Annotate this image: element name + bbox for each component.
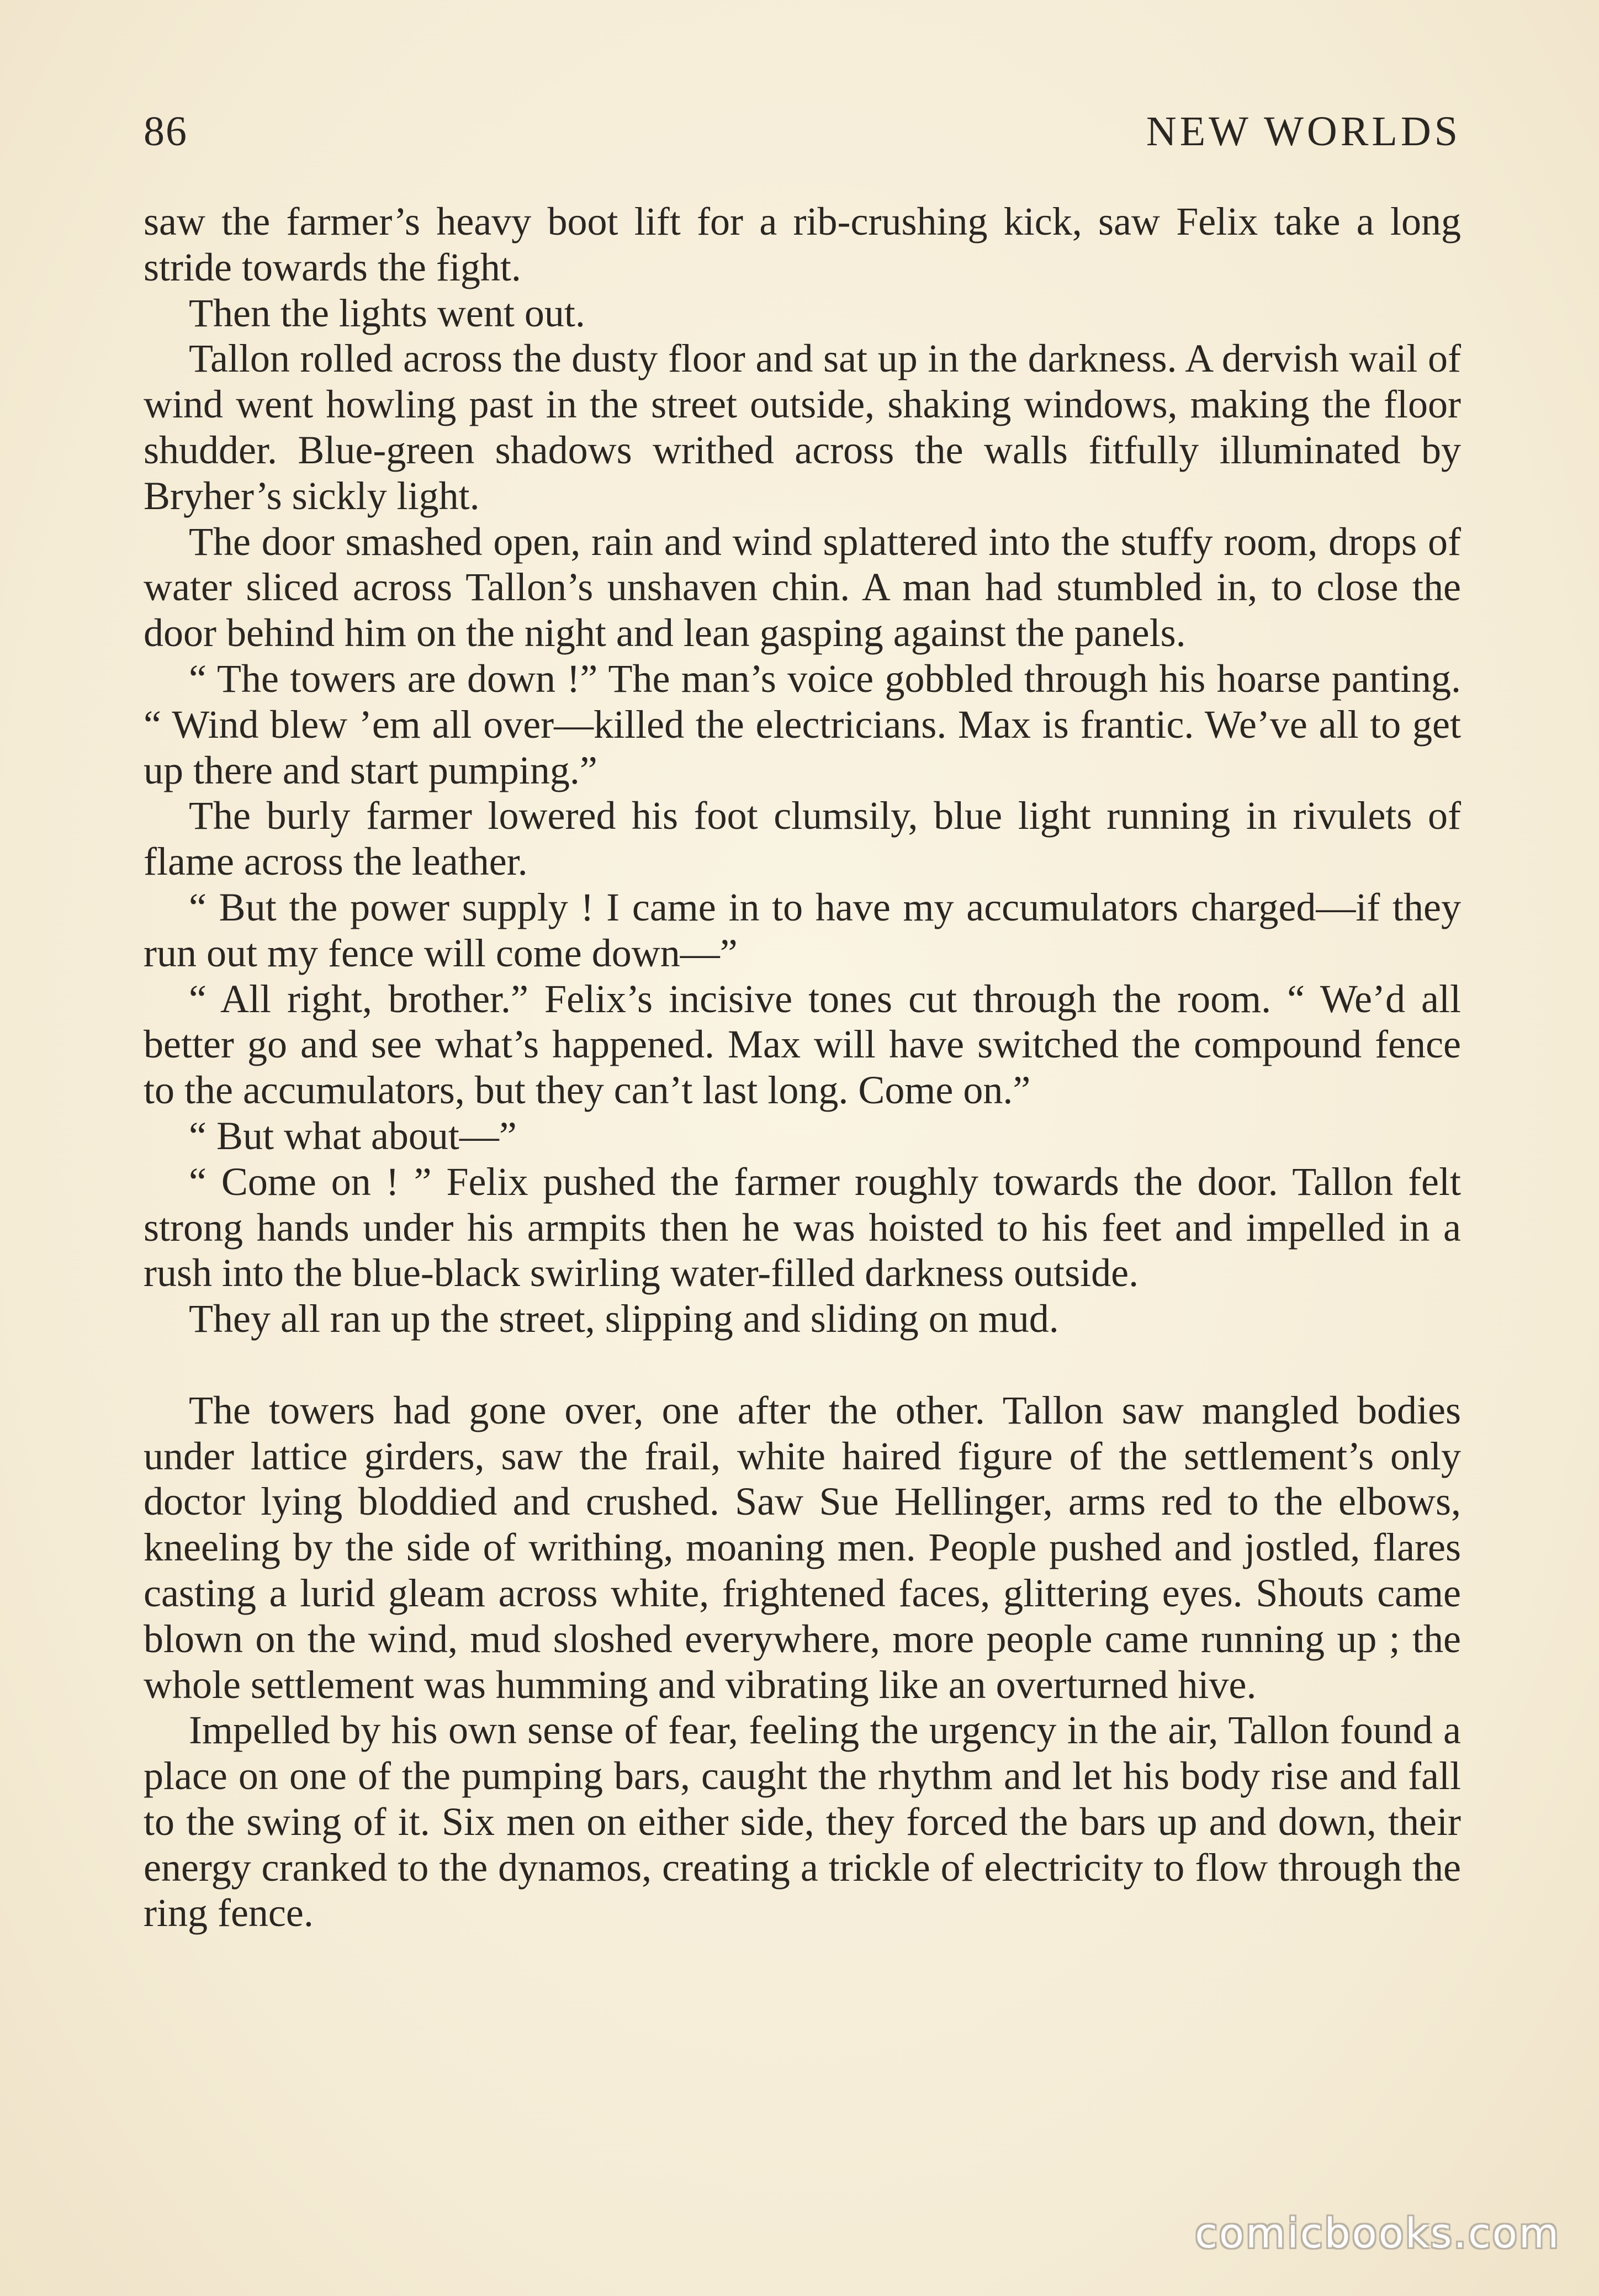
paragraph: saw the farmer’s heavy boot lift for a rib-crushing kick, saw Felix take a long stride towards the fight. bbox=[144, 199, 1461, 289]
paragraph: The door smashed open, rain and wind splattered into the stuffy room, drops of water sliced across Tallon’s unshaven chin. A man had stumbled in, to close the door behind him on the night and lean gasping against the panels. bbox=[144, 519, 1461, 655]
section-break bbox=[144, 1342, 1461, 1388]
paragraph: Then the lights went out. bbox=[189, 290, 585, 335]
paragraph: They all ran up the street, slipping and sliding on mud. bbox=[189, 1297, 1059, 1341]
paragraph: The towers had gone over, one after the other. Tallon saw mangled bodies under lattice girders, saw the frail, white haired figure of the settlement’s only doctor lying bloddied and crushed. Saw Sue Hellinger, arms red to the elbows, kneeling by the side of writhing, moaning men. People pushed and jostled, flares casting a lurid gleam across white, frightened faces, glittering eyes. Shouts came blown on the wind, mud sloshed everywhere, more people came running up ; the whole settlement was humming and vibrating like an overturned hive. bbox=[144, 1388, 1461, 1707]
paragraph: “ But what about—” bbox=[189, 1113, 517, 1158]
body-text bbox=[144, 199, 1461, 1936]
running-title: NEW WORLDS bbox=[1146, 108, 1461, 155]
paragraph: Impelled by his own sense of fear, feeling the urgency in the air, Tallon found a place on one of the pumping bars, caught the rhythm and let his body rise and fall to the swing of it. Six men on either side, they forced the bars up and down, their energy cranked to the dynamos, creating a trickle of electricity to flow through the ring fence. bbox=[144, 1708, 1461, 1935]
paragraph: “ Come on ! ” Felix pushed the farmer roughly towards the door. Tallon felt strong hands under his armpits then he was hoisted to his feet and impelled in a rush into the blue-black swirling water-filled darkness outside. bbox=[144, 1159, 1461, 1295]
running-head bbox=[144, 108, 1461, 168]
watermark: comicbooks.com bbox=[1195, 2210, 1560, 2257]
paragraph: “ The towers are down !” The man’s voice gobbled through his hoarse panting. “ Wind blew ’em all over—killed the electricians. Max is frantic. We’ve all to get up there and start pumping.” bbox=[144, 656, 1461, 792]
page-number: 86 bbox=[144, 108, 188, 155]
paragraph: The burly farmer lowered his foot clumsily, blue light running in rivulets of flame across the leather. bbox=[144, 793, 1461, 884]
paragraph: “ But the power supply ! I came in to have my accumulators charged—if they run out my fence will come down—” bbox=[144, 885, 1461, 975]
paragraph: “ All right, brother.” Felix’s incisive tones cut through the room. “ We’d all better go and see what’s happened. Max will have switched the compound fence to the accumulators, but they can’t last long. Come on.” bbox=[144, 976, 1461, 1113]
paragraph: Tallon rolled across the dusty floor and sat up in the darkness. A dervish wail of wind went howling past in the street outside, shaking windows, making the floor shudder. Blue-green shadows writhed across the walls fitfully illuminated by Bryher’s sickly light. bbox=[144, 336, 1461, 518]
